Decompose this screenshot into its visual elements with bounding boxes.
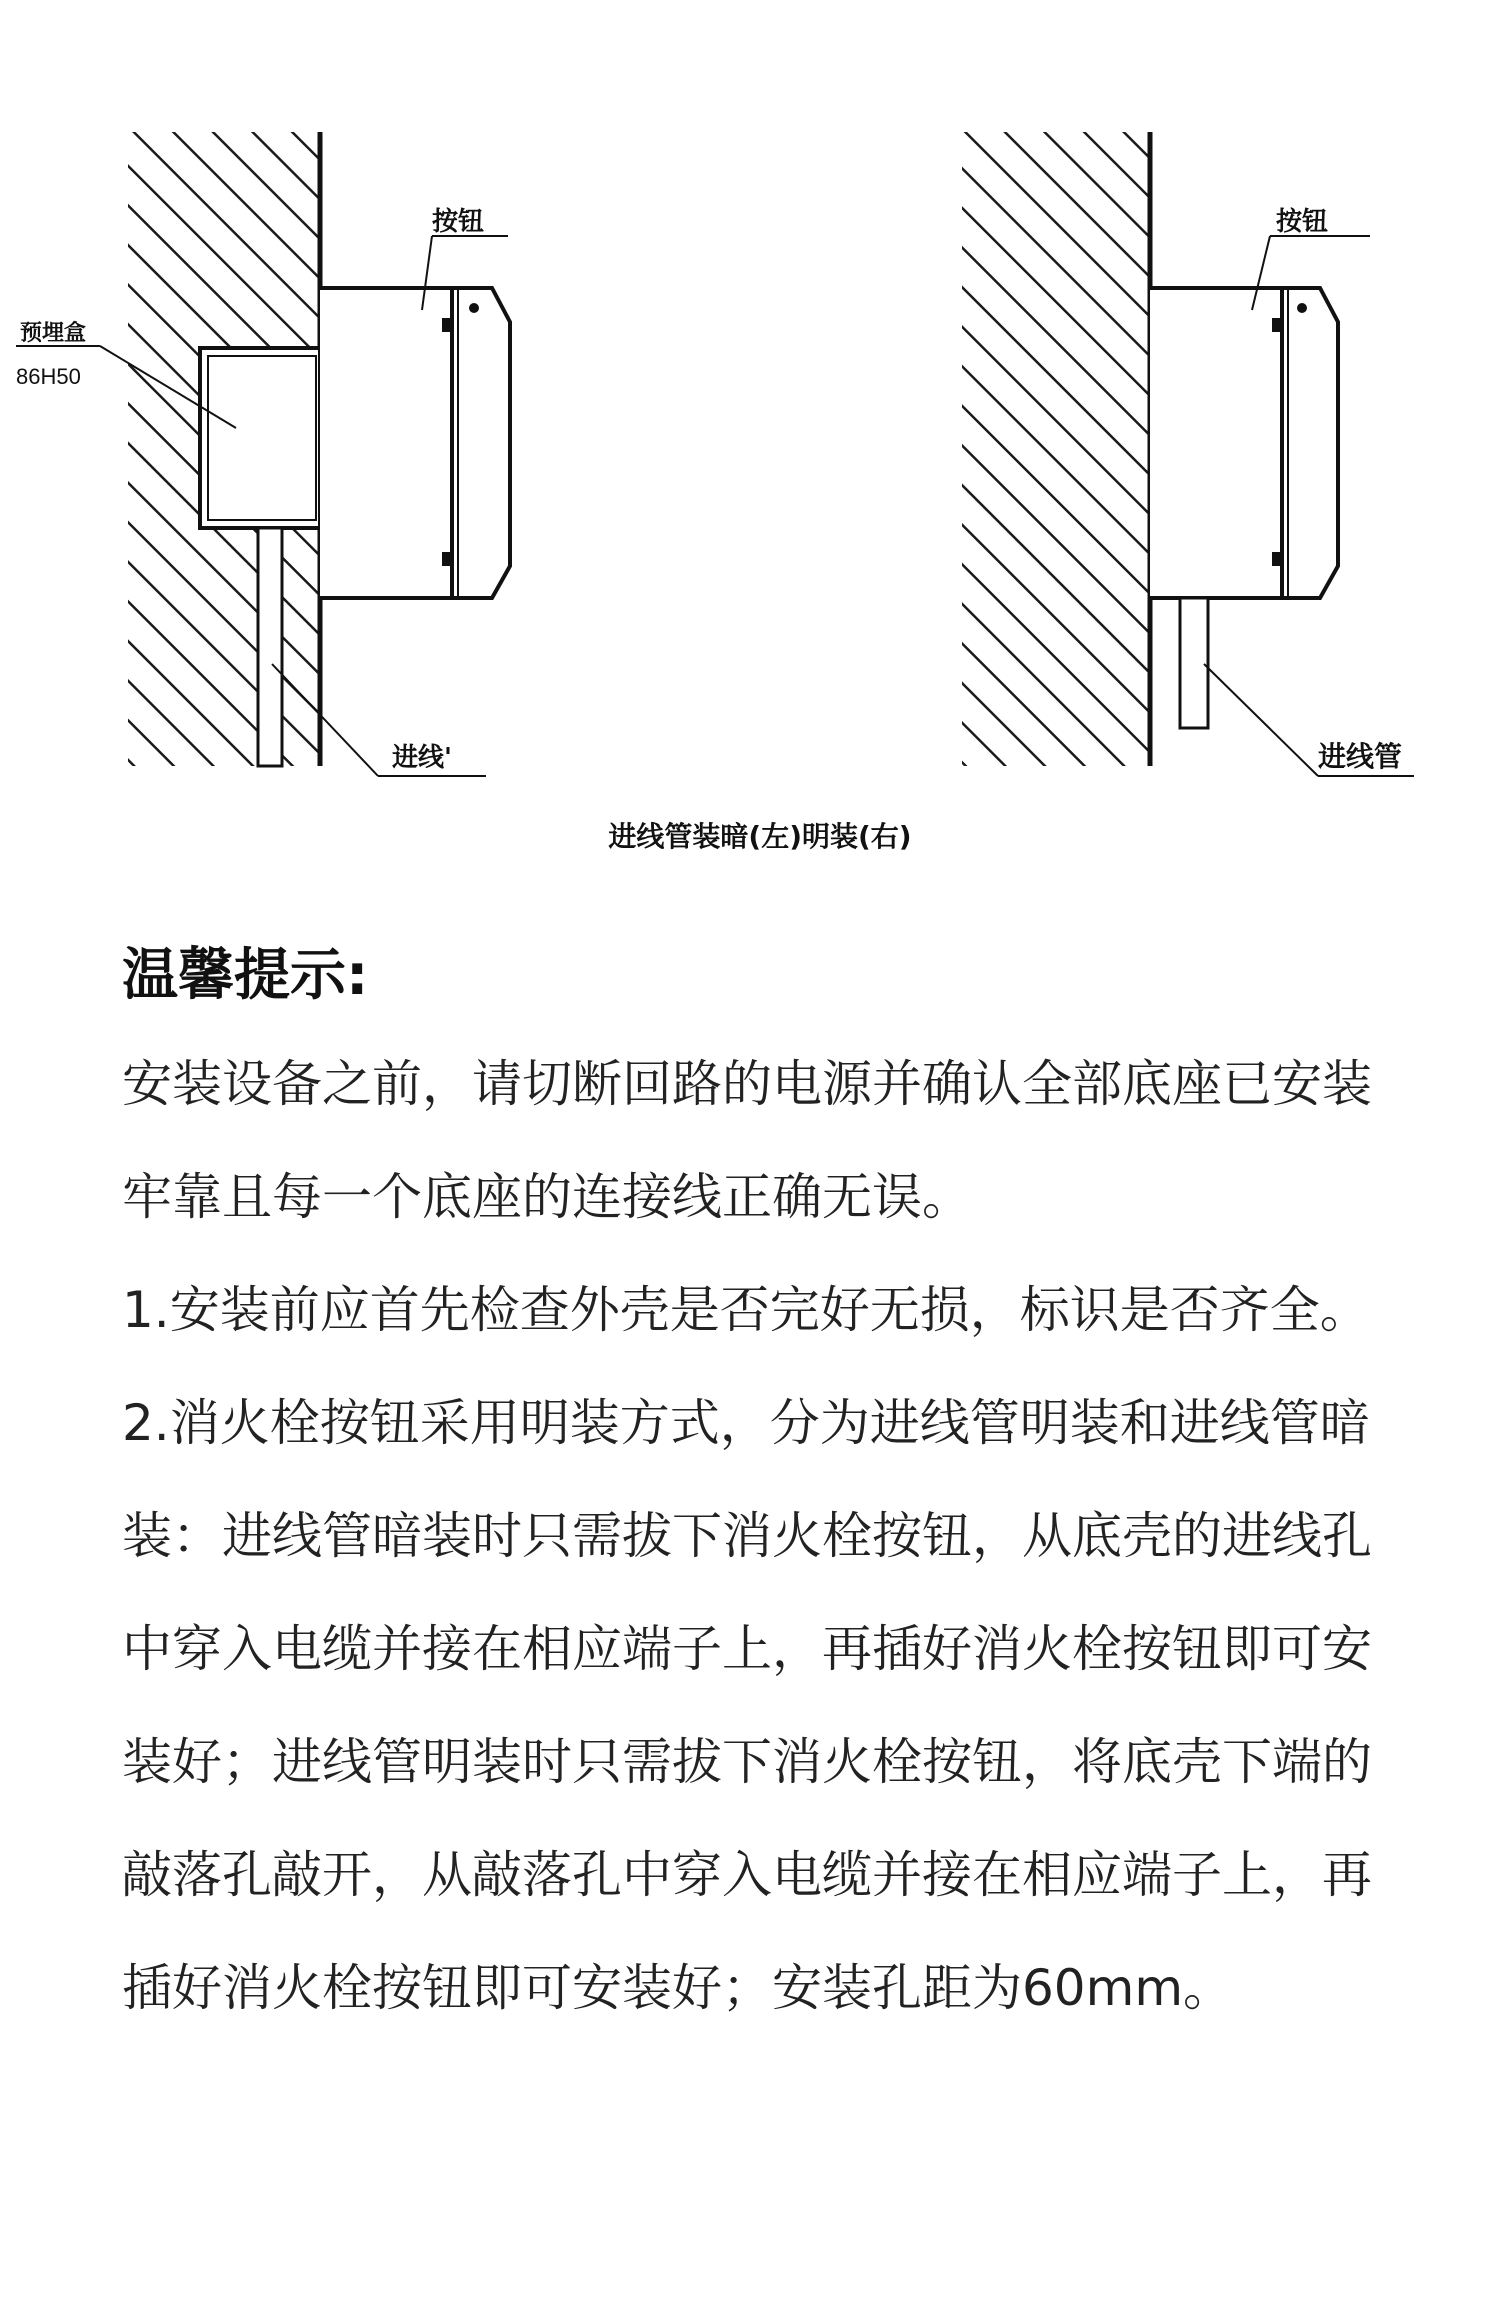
right-button-base: [1150, 288, 1282, 598]
right-inlet-pipe-label: 进线管: [1318, 740, 1403, 773]
left-conduit: [258, 528, 282, 766]
installation-diagram: [0, 0, 1500, 880]
tip-paragraph-intro: 安装设备之前，请切断回路的电源并确认全部底座已安装牢靠且每一个底座的连接线正确无误。: [122, 1055, 1372, 1226]
right-clip-bottom: [1272, 552, 1280, 566]
right-diagram: [962, 132, 1414, 776]
tips-heading: 温馨提示:: [122, 943, 369, 1008]
left-inlet-label: 进线': [392, 743, 452, 773]
right-screw-icon: [1297, 303, 1307, 313]
left-diagram: [16, 132, 510, 776]
tip-paragraph-1: 1.安装前应首先检查外壳是否完好无损，标识是否齐全。: [122, 1281, 1370, 1339]
tips-section: [122, 940, 1382, 2045]
left-screw-icon: [469, 303, 479, 313]
box-model-label: 86H50: [16, 364, 81, 389]
left-button-cover: [452, 288, 510, 598]
left-button-base: [320, 288, 452, 598]
left-button-label: 按钮: [432, 207, 485, 237]
right-button-cover: [1282, 288, 1338, 598]
diagram-caption: 进线管装暗(左)明装(右): [608, 820, 912, 853]
right-button-label: 按钮: [1276, 207, 1329, 237]
left-clip-top: [442, 318, 450, 332]
tip-paragraph-2: 2.消火栓按钮采用明装方式，分为进线管明装和进线管暗装：进线管暗装时只需拔下消火栓按钮，从底壳的进线孔中穿入电缆并接在相应端子上，再插好消火栓按钮即可安装好；进线管明装时只需拔下消火栓按钮，将底壳下端的敲落孔敲开，从敲落孔中穿入电缆并接在相应端子上，再插好消火栓按钮即可安装好；安装孔距为60mm。: [122, 1394, 1372, 2017]
right-clip-top: [1272, 318, 1280, 332]
right-wall-hatch: [962, 132, 1150, 766]
diagram-svg: [0, 0, 1500, 880]
right-conduit: [1180, 598, 1208, 728]
left-clip-bottom: [442, 552, 450, 566]
embedded-box: [200, 348, 320, 528]
embedded-box-label: 预埋盒: [20, 321, 87, 346]
right-leader-inlet: [1204, 664, 1318, 776]
